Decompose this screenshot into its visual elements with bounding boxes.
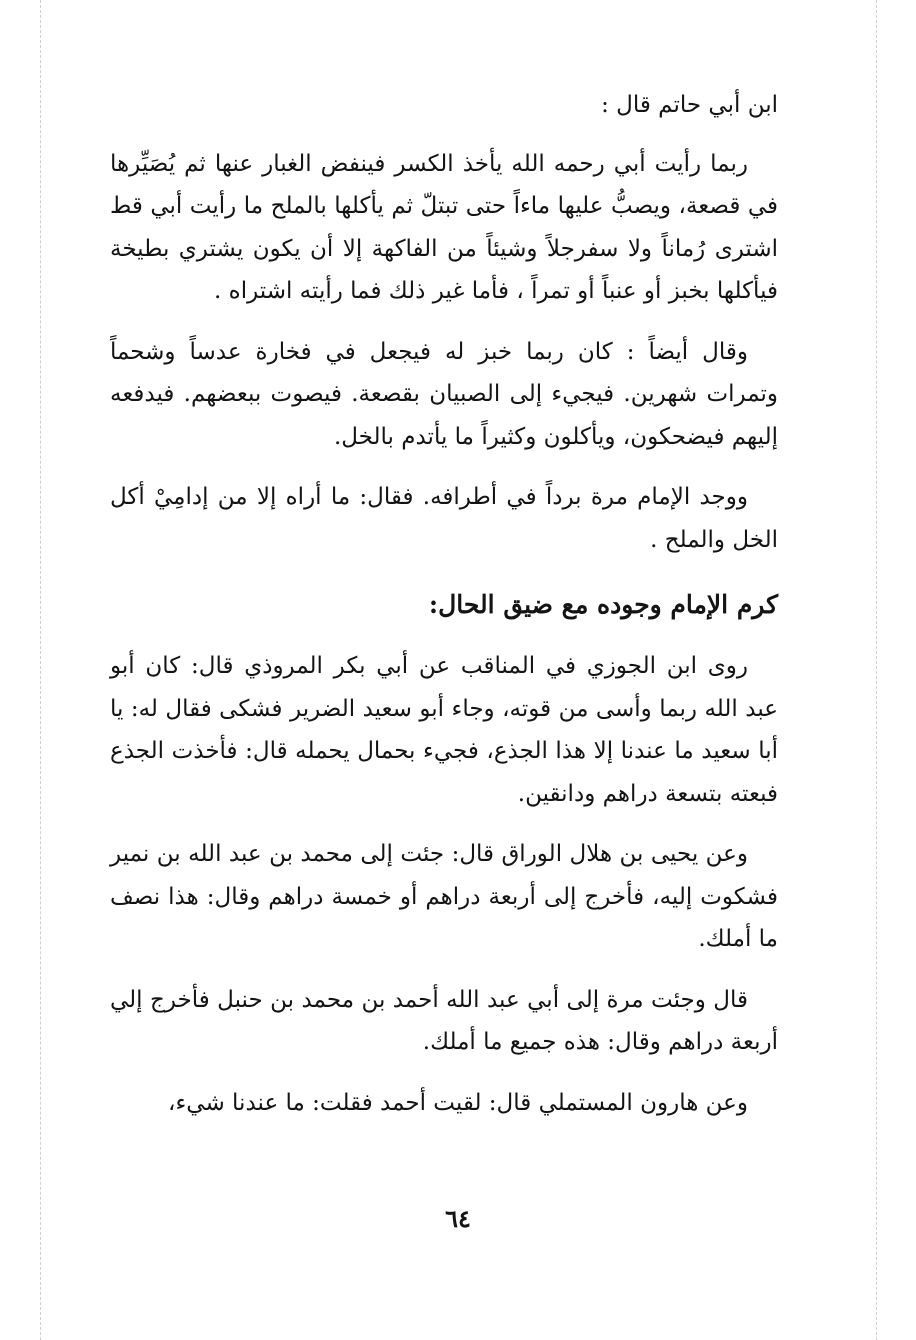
page-body [110,84,778,1142]
paragraph: قال وجئت مرة إلى أبي عبد الله أحمد بن محمد بن حنبل فأخرج إلي أربعة دراهم وقال: هذه جميع ما أملك. [110,986,778,1055]
paragraph: وعن هارون المستملي قال: لقيت أحمد فقلت: ما عندنا شيء، [168,1089,748,1116]
paragraph: وعن يحيى بن هلال الوراق قال: جئت إلى محمد بن عبد الله بن نمير فشكوت إليه، فأخرج إلى أربعة دراهم أو خمسة دراهم وقال: هذا نصف ما أملك. [110,841,778,952]
paragraph: روى ابن الجوزي في المناقب عن أبي بكر المروذي قال: كان أبو عبد الله ربما وأسى من قوته، وجاء أبو سعيد الضرير فشكى فقال له: يا أبا سعيد ما عندنا إلا هذا الجذع، فجيء بحمال يحمله قال: فأخذت الجذع فبعته بتسعة دراهم ودانقين. [110,653,778,807]
page-number: ٦٤ [445,1204,471,1233]
paragraph-intro: ابن أبي حاتم قال : [601,92,778,118]
paragraph: ووجد الإمام مرة برداً في أطرافه. فقال: ما أراه إلا من إدامِيْ أكل الخل والملح . [110,484,778,553]
section-heading: كرم الإمام وجوده مع ضيق الحال: [428,590,778,619]
page-edge-dashed-line [876,0,877,1340]
paragraph: وقال أيضاً : كان ربما خبز له فيجعل في فخارة عدساً وشحماً وتمرات شهرين. فيجيء إلى الصبيان بقصعة. فيصوت ببعضهم. فيدفعه إليهم فيضحكون، ويأكلون وكثيراً ما يأتدم بالخل. [110,338,778,450]
page-edge-dashed-line [40,0,41,1340]
paragraph: ربما رأيت أبي رحمه الله يأخذ الكسر فينفض الغبار عنها ثم يُصَيِّرها في قصعة، ويصبُّ عليها ماءاً حتى تبتلّ ثم يأكلها بالملح ما رأيت أبي قط اشترى رُماناً ولا سفرجلاً وشيئاً من الفاكهة إلا أن يكون يشتري بطيخة فيأكلها بخبز أو عنباً أو تمراً ، فأما غير ذلك فما رأيته اشتراه . [110,150,778,304]
